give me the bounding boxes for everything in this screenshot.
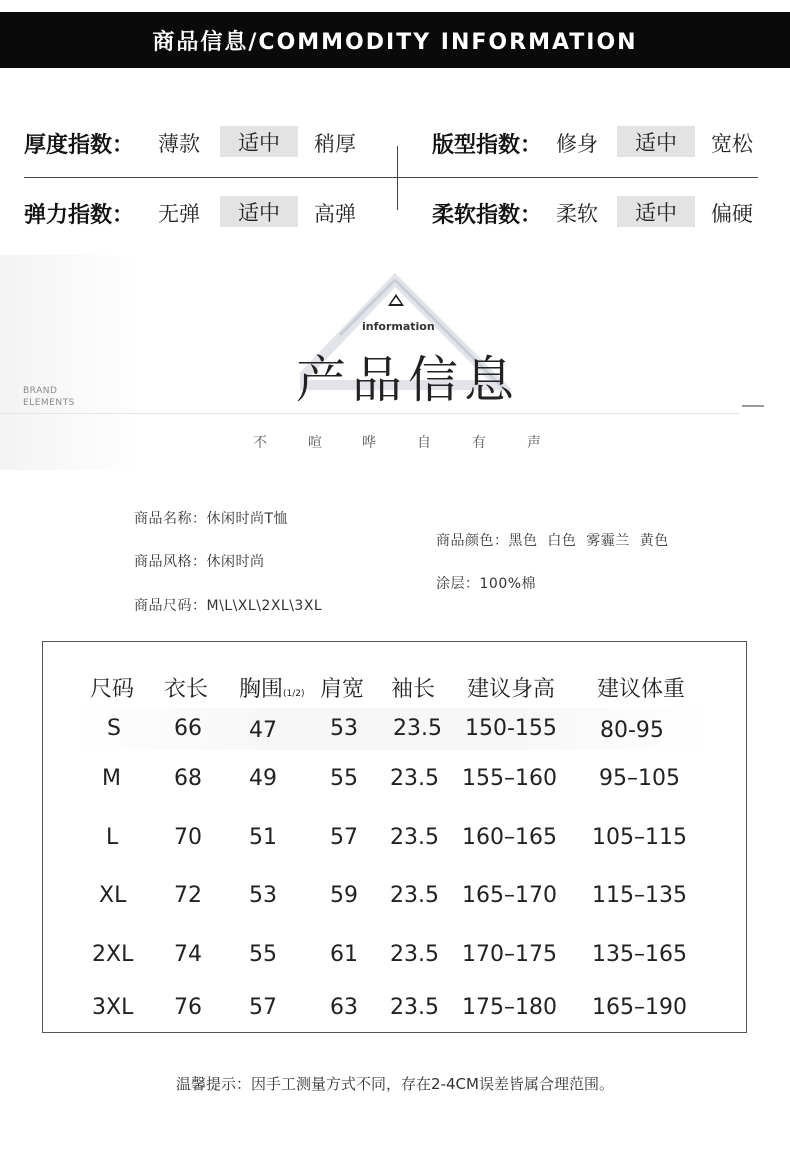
thickness-option-thin: 薄款 xyxy=(158,132,200,156)
slogan-char: 哗 xyxy=(362,435,376,451)
cell-length: 68 xyxy=(174,766,202,791)
cell-length: 72 xyxy=(174,883,202,908)
cell-length: 66 xyxy=(174,716,202,741)
brand-line-1: BRAND xyxy=(23,386,58,396)
header-chest xyxy=(239,672,305,703)
cell-shoulder: 59 xyxy=(330,883,358,908)
cell-shoulder: 53 xyxy=(330,716,358,741)
banner-dash xyxy=(742,405,764,407)
cell-weight: 80-95 xyxy=(600,718,664,743)
cell-height: 160–165 xyxy=(462,825,557,850)
header-weight: 建议体重 xyxy=(597,677,686,702)
banner-info-word: information xyxy=(362,320,435,333)
elasticity-label: 弹力指数： xyxy=(24,203,135,228)
measurement-note: 温馨提示：因手工测量方式不同，存在2-4CM误差皆属合理范围。 xyxy=(176,1075,614,1093)
banner-title: 产品信息 xyxy=(296,351,520,409)
product-style: 商品风格：休闲时尚 xyxy=(134,554,265,570)
cell-length: 76 xyxy=(174,995,202,1020)
thickness-label: 厚度指数： xyxy=(24,133,135,158)
cell-weight: 135–165 xyxy=(592,942,687,967)
cell-shoulder: 61 xyxy=(330,942,358,967)
cell-shoulder: 63 xyxy=(330,995,358,1020)
fit-option-loose: 宽松 xyxy=(711,132,753,156)
cell-height: 170–175 xyxy=(462,942,557,967)
cell-chest: 47 xyxy=(249,718,277,743)
cell-height: 165–170 xyxy=(462,883,557,908)
section-title: 商品信息/COMMODITY INFORMATION xyxy=(152,29,638,55)
header-size: 尺码 xyxy=(90,677,135,702)
cell-chest: 57 xyxy=(249,995,277,1020)
cell-weight: 105–115 xyxy=(592,825,687,850)
elasticity-option-medium-selected: 适中 xyxy=(220,196,298,227)
header-length: 衣长 xyxy=(164,677,209,702)
slogan-char: 自 xyxy=(417,435,431,451)
product-material: 涂层：100%棉 xyxy=(436,576,537,592)
cell-sleeve: 23.5 xyxy=(390,883,439,908)
cell-chest: 51 xyxy=(249,825,277,850)
header-height: 建议身高 xyxy=(467,677,556,702)
cell-size: XL xyxy=(99,883,127,908)
slogan-char: 声 xyxy=(527,435,541,451)
cell-size: 2XL xyxy=(92,942,134,967)
cell-size: 3XL xyxy=(92,995,134,1020)
cell-weight: 115–135 xyxy=(592,883,687,908)
cell-length: 70 xyxy=(174,825,202,850)
cell-size: M xyxy=(102,766,121,791)
cell-shoulder: 57 xyxy=(330,825,358,850)
product-name: 商品名称：休闲时尚T恤 xyxy=(134,511,289,527)
elasticity-option-none: 无弹 xyxy=(158,202,200,226)
product-sizes: 商品尺码：M\L\XL\2XL\3XL xyxy=(134,598,323,614)
header-sleeve: 袖长 xyxy=(391,677,436,702)
cell-size: S xyxy=(107,716,121,741)
softness-option-medium-selected: 适中 xyxy=(617,196,695,227)
cell-chest: 49 xyxy=(249,766,277,791)
cell-size: L xyxy=(106,825,119,850)
cell-weight: 95–105 xyxy=(599,766,680,791)
fit-option-medium-selected: 适中 xyxy=(617,126,695,157)
cell-height: 150-155 xyxy=(465,716,557,741)
fit-label: 版型指数： xyxy=(432,133,543,158)
cell-chest: 55 xyxy=(249,942,277,967)
elasticity-option-high: 高弹 xyxy=(314,202,356,226)
cell-sleeve: 23.5 xyxy=(390,825,439,850)
index-divider-vertical xyxy=(397,146,398,210)
fit-option-slim: 修身 xyxy=(556,132,598,156)
brand-line-2: ELEMENTS xyxy=(23,398,75,408)
header-chest-note: (1/2) xyxy=(283,689,305,699)
cell-sleeve: 23.5 xyxy=(390,766,439,791)
softness-option-hard: 偏硬 xyxy=(711,202,753,226)
banner-baseline xyxy=(0,413,740,414)
banner-fade-panel xyxy=(0,255,140,470)
cell-sleeve: 23.5 xyxy=(390,995,439,1020)
index-divider-horizontal xyxy=(24,177,758,178)
cell-sleeve: 23.5 xyxy=(393,716,442,741)
product-colors: 商品颜色：黑色 白色 雾霾兰 黄色 xyxy=(436,533,669,549)
cell-height: 175–180 xyxy=(462,995,557,1020)
section-header xyxy=(0,12,790,68)
softness-option-soft: 柔软 xyxy=(556,202,598,226)
slogan-char: 不 xyxy=(253,435,267,451)
slogan-char: 有 xyxy=(472,435,486,451)
header-shoulder: 肩宽 xyxy=(320,677,365,702)
header-chest-label: 胸围 xyxy=(239,677,284,702)
cell-weight: 165–190 xyxy=(592,995,687,1020)
cell-chest: 53 xyxy=(249,883,277,908)
cell-shoulder: 55 xyxy=(330,766,358,791)
brand-elements-text xyxy=(23,385,75,409)
softness-label: 柔软指数： xyxy=(432,203,543,228)
thickness-option-thick: 稍厚 xyxy=(314,132,356,156)
cell-sleeve: 23.5 xyxy=(390,942,439,967)
thickness-option-medium-selected: 适中 xyxy=(220,126,298,157)
cell-length: 74 xyxy=(174,942,202,967)
slogan-char: 喧 xyxy=(308,435,322,451)
cell-height: 155–160 xyxy=(462,766,557,791)
